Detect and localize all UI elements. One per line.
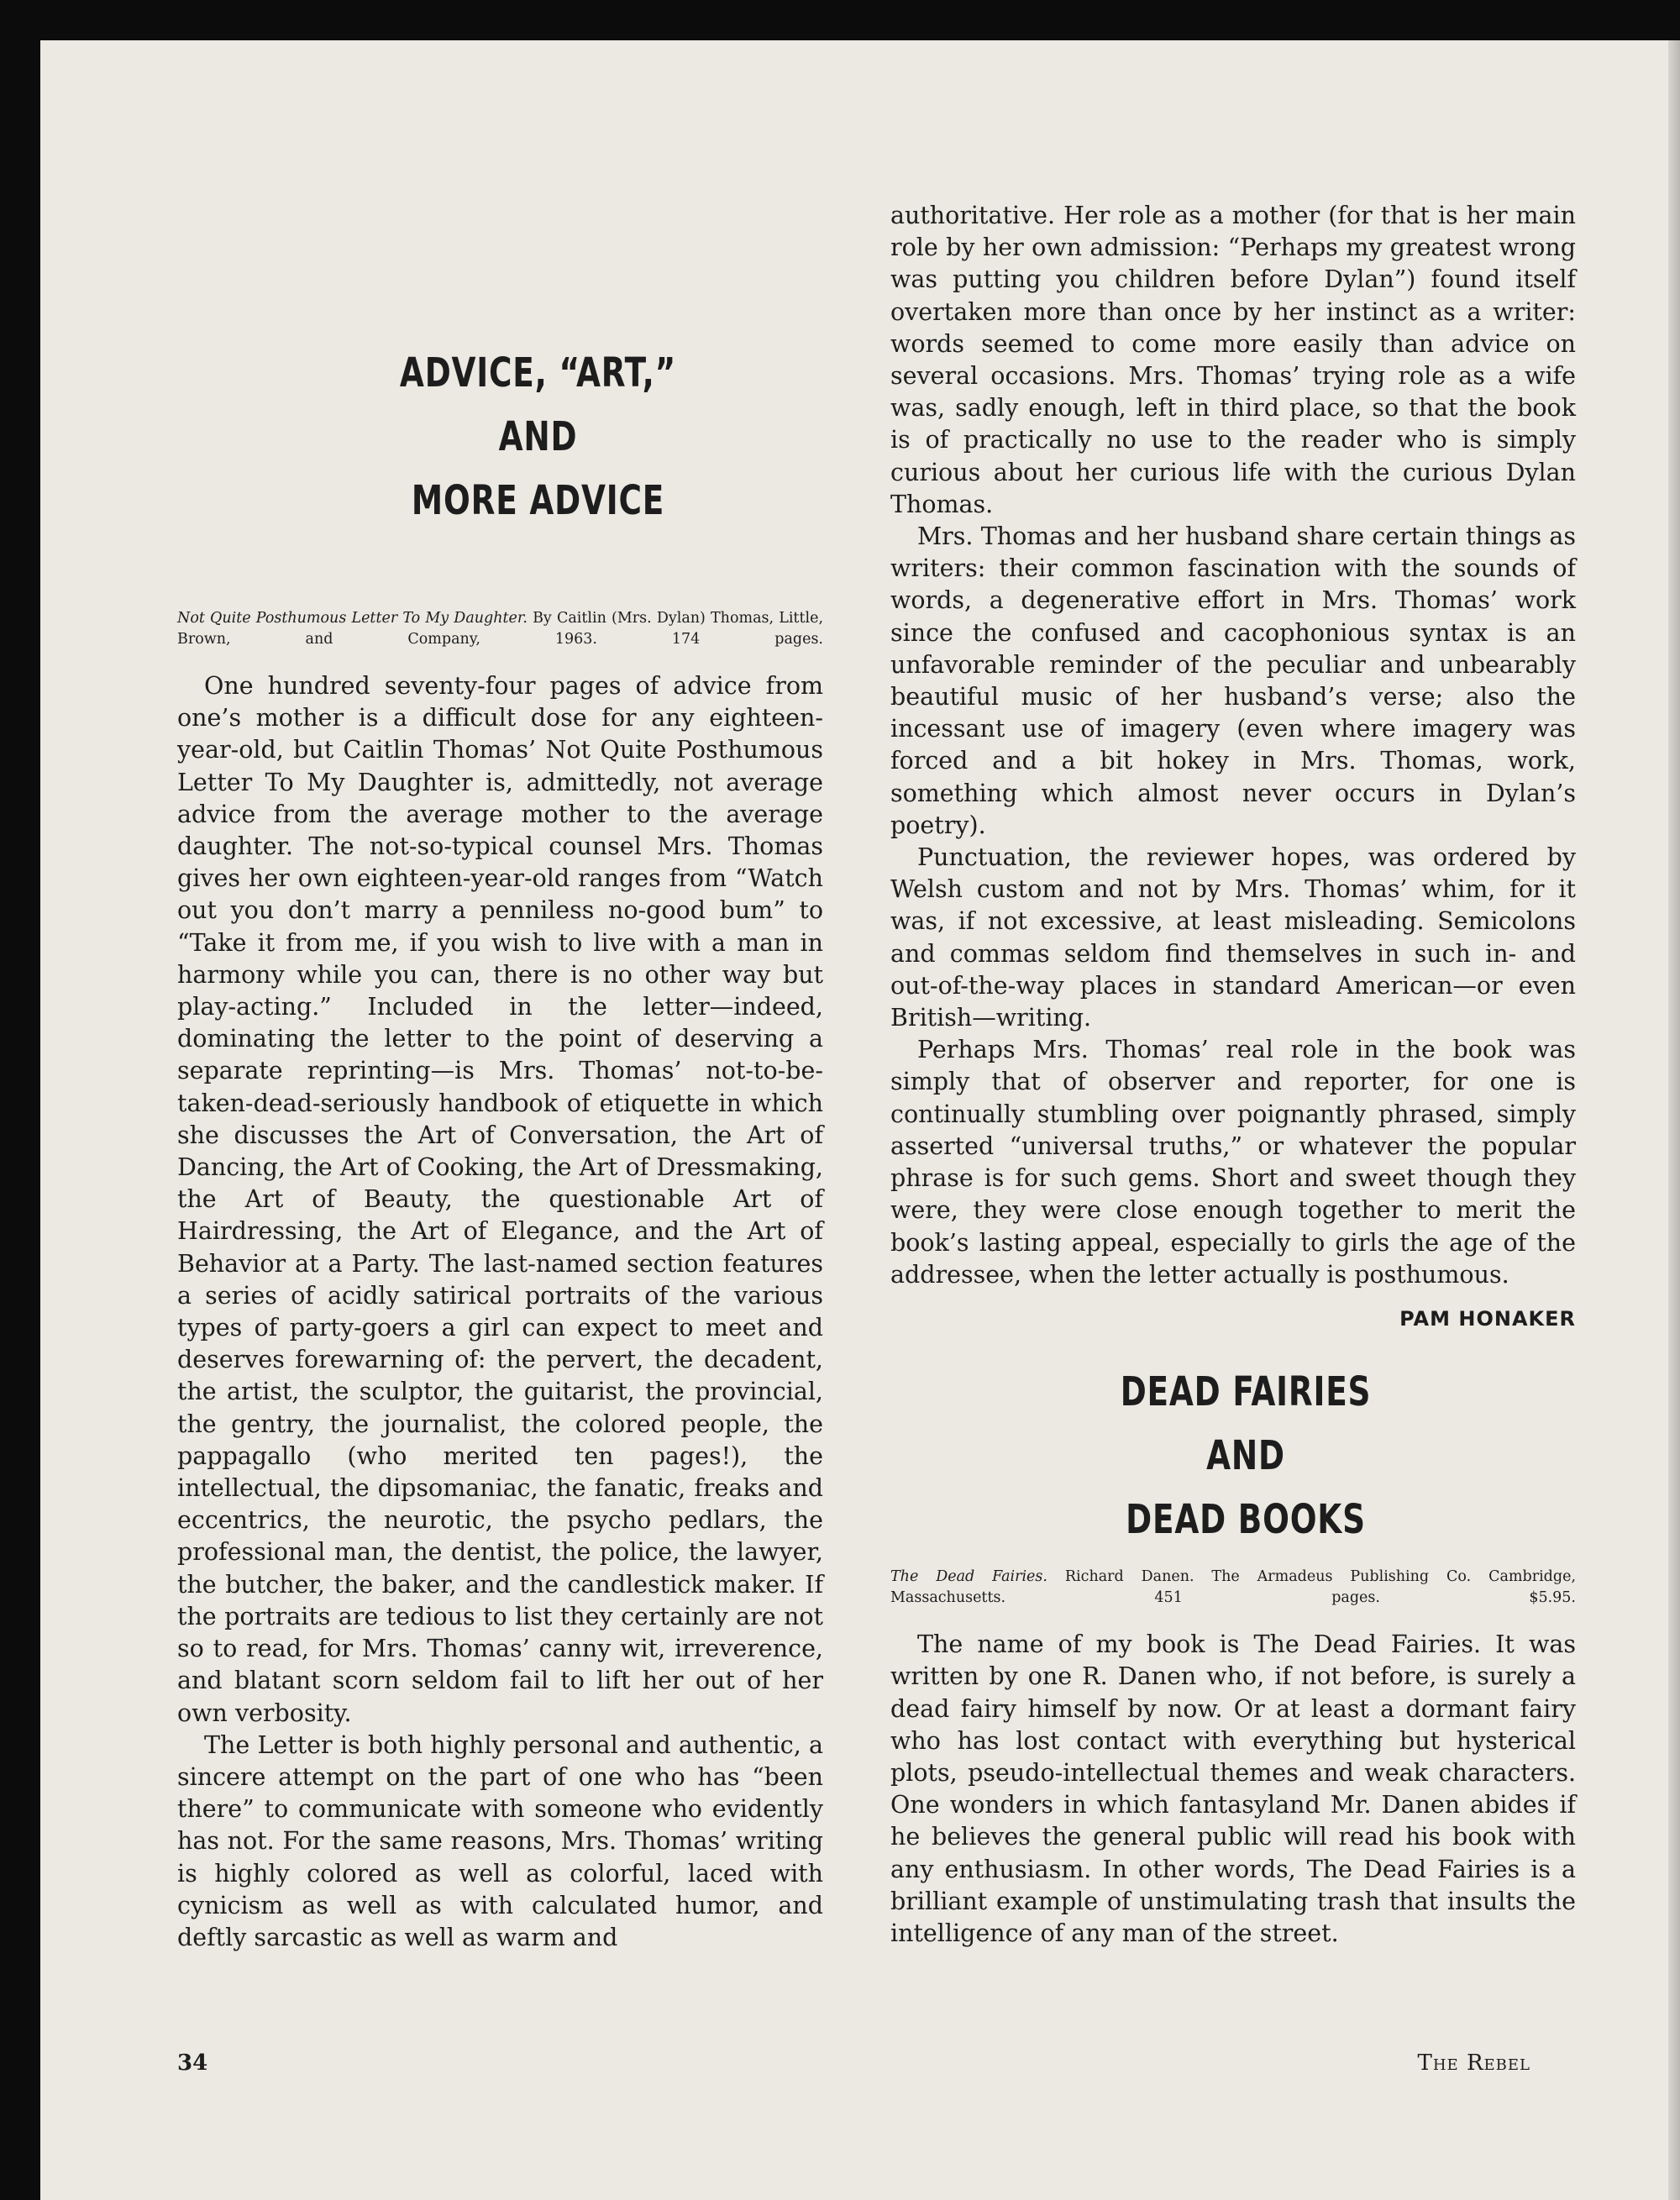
headline-line: AND [1206,1432,1285,1480]
article-body-continued [890,200,1576,1291]
book-details: By Caitlin (Mrs. Dylan) Thomas, Little, Brown, and Company, 1963. 174 pages. [177,610,824,648]
magazine-page [40,40,1680,2200]
page-edge-shadow [1668,40,1680,2200]
headline-line: ADVICE, “ART,” [399,349,677,396]
book-citation [890,1567,1576,1609]
book-title: The Dead Fairies. [890,1568,1047,1586]
headline-line: AND [498,413,578,460]
book-title: Not Quite Posthumous Letter To My Daughter. [177,610,528,627]
headline-line: DEAD BOOKS [1126,1496,1366,1544]
body-paragraph: authoritative. Her role as a mother (for that is her main role by her own admission: “Perhaps my greatest wrong was putting you children before Dylan”) found itself overtaken more than once by her instinct as a writer: words seemed to come more easily than advice on several occasions. Mrs. Thomas’ trying role as a wife was, sadly enough, left in third place, so that the book is of practically no use to the reader who is simply curious about her curious life with the curious Dylan Thomas. [890,202,1576,518]
body-paragraph: The name of my book is The Dead Fairies. It was written by one R. Danen who, if not before, is surely a dead fairy himself by now. Or at least a dormant fairy who has lost contact with everything but hysterical plots, pseudo-intellectual themes and weak characters. One wonders in which fantasyland Mr. Danen abides if he believes the general public will read his book with any enthusiasm. In other words, The Dead Fairies is a brilliant example of unstimulating trash that insults the intelligence of any man of the street. [890,1630,1576,1947]
right-column [890,200,1576,1950]
body-paragraph: Mrs. Thomas and her husband share certain things as writers: their common fascination with the sounds of words, a degenerative effort in Mrs. Thomas’ work since the confused and cacophonious syntax is an unfavorable reminder of the peculiar and unbearably beautiful music of her husband’s verse; also the incessant use of imagery (even where imagery was forced and a bit hokey in Mrs. Thomas, work, something which almost never occurs in Dylan’s poetry). [890,522,1576,839]
body-paragraph: The Letter is both highly personal and authentic, a sincere attempt on the part of one who has “been there” to communicate with someone who evidently has not. For the same reasons, Mrs. Thomas’ writing is highly colored as well as colorful, laced with cynicism as well as with calculated humor, and deftly sarcastic as well as warm and [177,1730,823,1951]
headline-line: MORE ADVICE [411,477,665,524]
page-number: 34 [177,2050,208,2076]
article-body [890,1629,1576,1950]
body-paragraph: Punctuation, the reviewer hopes, was ordered by Welsh custom and not by Mrs. Thomas’ whim, for it was, if not excessive, at least misleading. Semicolons and commas seldom find themselves in such in- and out-of-the-way places in standard American—or even British—writing. [890,843,1576,1032]
article-body [177,670,823,1954]
body-paragraph: One hundred seventy-four pages of advice from one’s mother is a difficult dose for any eighteen-year-old, but Caitlin Thomas’ Not Quite Posthumous Letter To My Daughter is, admittedly, not average advice from the average mother to the average daughter. The not-so-typical counsel Mrs. Thomas gives her own eighteen-year-old ranges from “Watch out you don’t marry a penniless no-good bum” to “Take it from me, if you wish to live with a man in harmony while you can, there is no other way but play-acting.” Included in the letter—indeed, dominating the letter to the point of deserving a separate reprinting—is Mrs. Thomas’ not-to-be-taken-dead-seriously handbook of etiquette in which she discusses the Art of Conversation, the Art of Dancing, the Art of Cooking, the Art of Dressmaking, the Art of Beauty, the questionable Art of Hairdressing, the Art of Elegance, and the Art of Behavior at a Party. The last-named section features a series of acidly satirical portraits of the various types of party-goers a girl can expect to meet and deserves forewarning of: the pervert, the decadent, the artist, the sculptor, the guitarist, the provincial, the gentry, the journalist, the colored people, the pappagallo (who merited ten pages!), the intellectual, the dipsomaniac, the fanatic, freaks and eccentrics, the neurotic, the psycho pedlars, the professional man, the dentist, the police, the lawyer, the butcher, the baker, and the candlestick maker. If the portraits are tedious to list they certainly are not so to read, for Mrs. Thomas’ canny wit, irreverence, and blatant scorn seldom fail to lift her out of her own verbosity. [177,672,823,1727]
body-paragraph: Perhaps Mrs. Thomas’ real role in the book was simply that of observer and reporter, for one is continually stumbling over poignantly phrased, simply asserted “universal truths,” or whatever the popular phrase is for such gems. Short and sweet though they were, they were close enough together to merit the book’s lasting appeal, especially to girls the age of the addressee, when the letter actually is posthumous. [890,1036,1576,1289]
headline-line: DEAD FAIRIES [1120,1368,1372,1416]
journal-name: The Rebel [1417,2050,1530,2076]
article-headline-advice [316,341,761,533]
book-details: Richard Danen. The Armadeus Publishing Co. Cambridge, Massachusetts. 451 pages. $5.95. [890,1568,1577,1607]
author-signature: PAM HONAKER [1399,1306,1576,1331]
book-citation [177,608,823,650]
article-headline-fairies [988,1360,1503,1552]
left-column [177,198,823,1954]
